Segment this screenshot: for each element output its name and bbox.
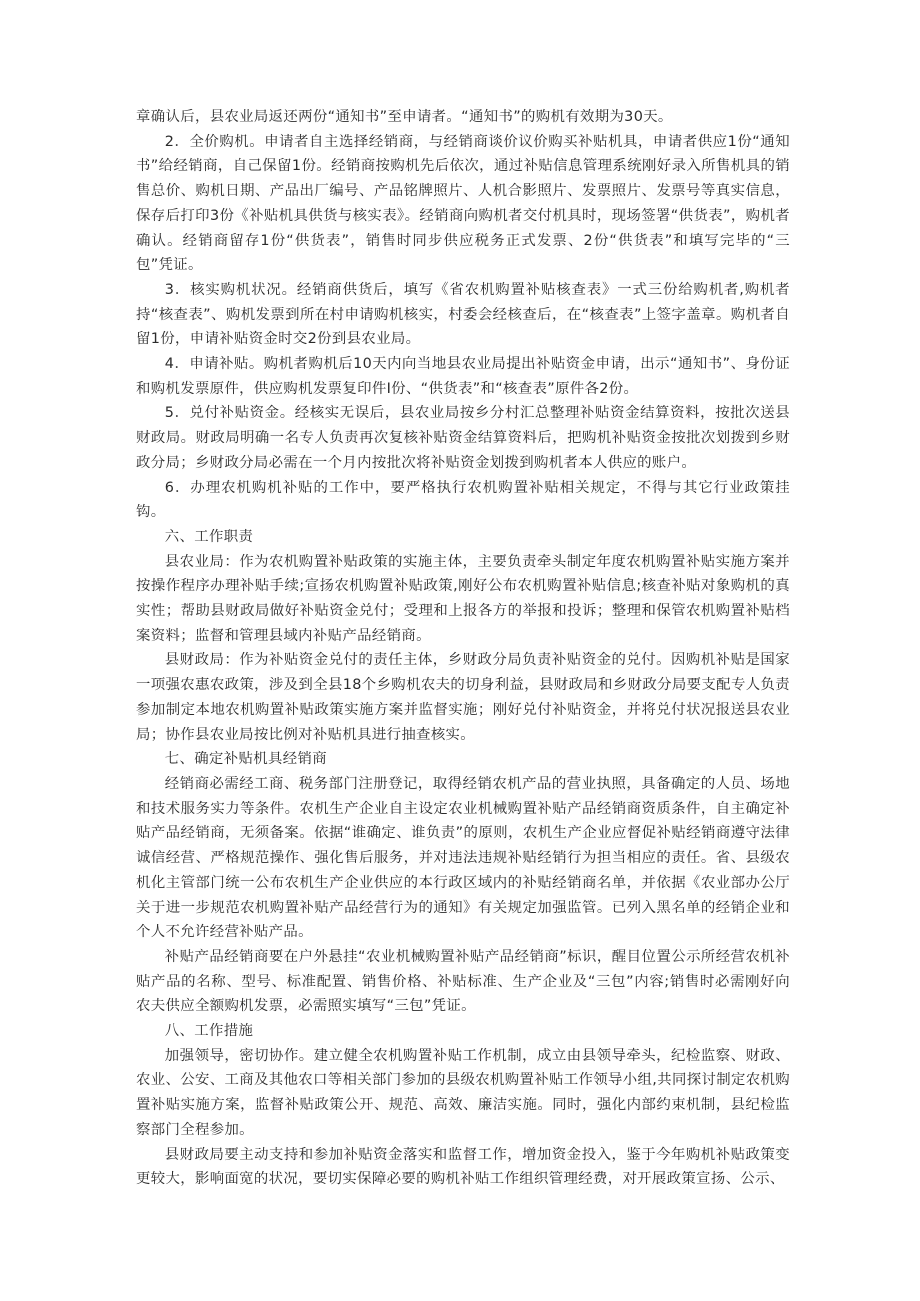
- paragraph-agriculture-bureau: 县农业局：作为农机购置补贴政策的实施主体，主要负责牵头制定年度农机购置补贴实施方案并按操作程序办理补贴手续;宣扬农机购置补贴政策,刚好公布农机购置补贴信息;核查补贴对象购机的真实性；帮助县财政局做好补贴资金兑付；受理和上报各方的举报和投诉；整理和保管农机购置补贴档案资料；监督和管理县域内补贴产品经销商。: [136, 553, 790, 644]
- section-heading-6: 六、工作职责: [164, 528, 254, 545]
- paragraph-finance-bureau: 县财政局：作为补贴资金兑付的责任主体，乡财政分局负责补贴资金的兑付。因购机补贴是国家一项强农惠农政策，涉及到全县18个乡购机农夫的切身利益，县财政局和乡财政分局要支配专人负责参加制定本地农机购置补贴政策实施方案并监督实施；刚好兑付补贴资金，并将兑付状况报送县农业局；协作县农业局按比例对补贴机具进行抽查核实。: [136, 652, 790, 743]
- document-body: [136, 105, 790, 1192]
- paragraph-finance-support: 县财政局要主动支持和参加补贴资金落实和监督工作，增加资金投入，鉴于今年购机补贴政策变更较大，影响面宽的状况，要切实保障必要的购机补贴工作组织管理经费，对开展政策宣扬、公示、: [136, 1146, 790, 1188]
- paragraph-step-6: 6．办理农机购机补贴的工作中，要严格执行农机购置补贴相关规定，不得与其它行业政策挂钩。: [136, 479, 790, 521]
- paragraph-dealer-requirements: 经销商必需经工商、税务部门注册登记，取得经销农机产品的营业执照，具备确定的人员、场地和技术服务实力等条件。农机生产企业自主设定农业机械购置补贴产品经销商资质条件，自主确定补贴产品经销商，无须备案。依据“谁确定、谁负责”的原则，农机生产企业应督促补贴经销商遵守法律诚信经营、严格规范操作、强化售后服务，并对违法违规补贴经销行为担当相应的责任。省、县级农机化主管部门统一公布农机生产企业供应的本行政区域内的补贴经销商名单，并依据《农业部办公厅关于进一步规范农机购置补贴产品经营行为的通知》有关规定加强监管。已列入黑名单的经销企业和个人不允许经营补贴产品。: [136, 775, 790, 941]
- paragraph-dealer-signage: 补贴产品经销商要在户外悬挂“农业机械购置补贴产品经销商”标识，醒目位置公示所经营农机补贴产品的名称、型号、标准配置、销售价格、补贴标准、生产企业及“三包”内容;销售时必需刚好向农夫供应全额购机发票，必需照实填写“三包”凭证。: [136, 948, 790, 1015]
- paragraph-step-4: 4．申请补贴。购机者购机后10天内向当地县农业局提出补贴资金申请，出示“通知书”、身份证和购机发票原件，供应购机发票复印件I份、“供货表”和“核查表”原件各2份。: [136, 356, 790, 397]
- section-heading-7: 七、确定补贴机具经销商: [164, 751, 327, 768]
- paragraph-step-5: 5．兑付补贴资金。经核实无误后，县农业局按乡分村汇总整理补贴资金结算资料，按批次送县财政局。财政局明确一名专人负责再次复核补贴资金结算资料后，把购机补贴资金按批次划拨到乡财政分局；乡财政分局必需在一个月内按批次将补贴资金划拨到购机者本人供应的账户。: [136, 405, 790, 471]
- paragraph-step-3: 3．核实购机状况。经销商供货后，填写《省农机购置补贴核查表》一式三份给购机者,购机者持“核查表”、购机发票到所在村申请购机核实，村委会经核查后，在“核查表”上签字盖章。购机者自留1份，申请补贴资金时交2份到县农业局。: [136, 281, 790, 348]
- paragraph-leadership: 加强领导，密切协作。建立健全农机购置补贴工作机制，成立由县领导牵头，纪检监察、财政、农业、公安、工商及其他农口等相关部门参加的县级农机购置补贴工作领导小组,共同探讨制定农机购置补贴实施方案，监督补贴政策公开、规范、高效、廉洁实施。同时，强化内部约束机制，县纪检监察部门全程参加。: [136, 1047, 790, 1138]
- paragraph-continuation: 章确认后，县农业局返还两份“通知书”至申请者。“通知书”的购机有效期为30天。: [136, 109, 673, 125]
- section-heading-8: 八、工作措施: [164, 1023, 254, 1040]
- paragraph-step-2: 2．全价购机。申请者自主选择经销商，与经销商谈价议价购买补贴机具，申请者供应1份“通知书”给经销商，自己保留1份。经销商按购机先后依次，通过补贴信息管理系统刚好录入所售机具的销售总价、购机日期、产品出厂编号、产品铭牌照片、人机合影照片、发票照片、发票号等真实信息，保存后打印3份《补贴机具供货与核实表》。经销商向购机者交付机具时，现场签署“供货表”，购机者确认。经销商留存1份“供货表”，销售时同步供应税务正式发票、2份“供货表”和填写完毕的“三包”凭证。: [136, 133, 790, 274]
